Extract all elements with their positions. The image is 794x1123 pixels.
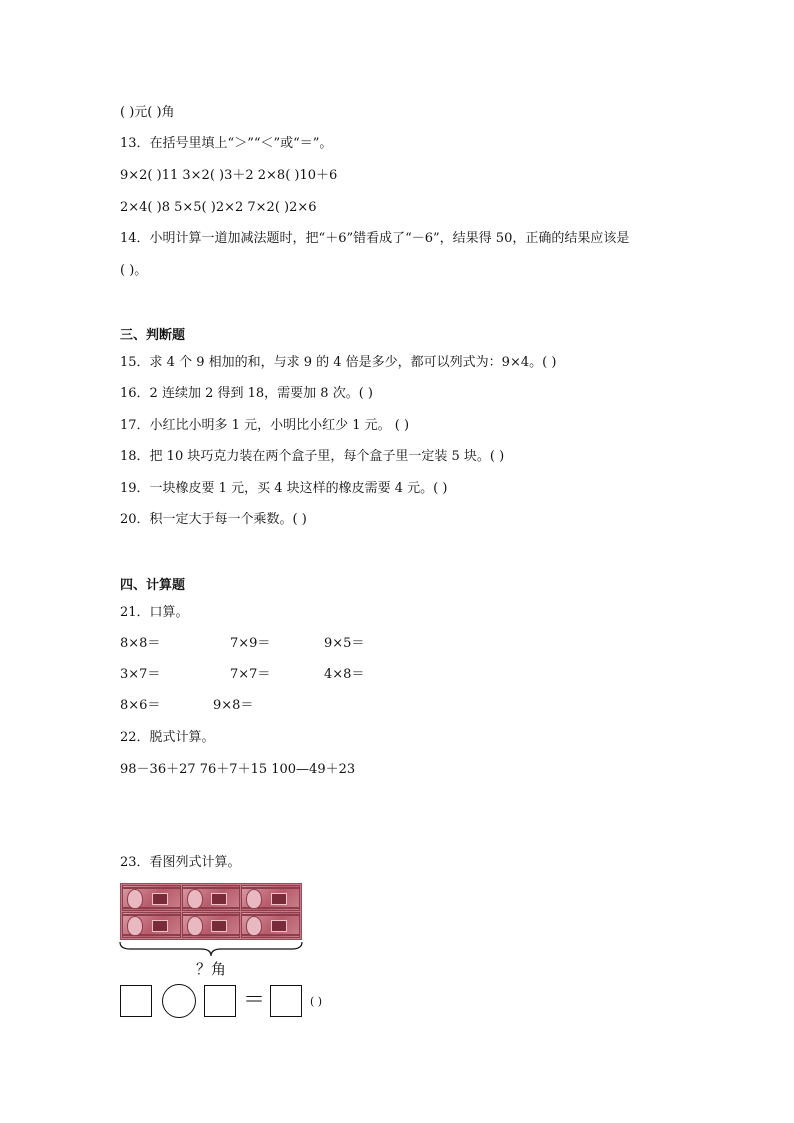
q13-row-1: 9×2( )11 3×2( )3＋2 2×8( )10＋6 xyxy=(120,168,338,183)
total-unknown-label: ？角 xyxy=(196,960,227,978)
q22-expressions: 98－36＋27 76＋7＋15 100—49＋23 xyxy=(120,762,356,777)
operator-circle[interactable] xyxy=(162,984,196,1018)
q19: 19．一块橡皮要 1 元，买 4 块这样的橡皮需要 4 元。( ) xyxy=(120,481,448,496)
equals-sign: ＝ xyxy=(243,988,266,1013)
answer-box[interactable] xyxy=(204,985,236,1017)
q21-prompt: 21．口算。 xyxy=(120,605,189,620)
q14-answer: ( )。 xyxy=(120,263,148,278)
q16: 16．2 连续加 2 得到 18，需要加 8 次。( ) xyxy=(120,386,373,401)
curly-brace xyxy=(118,940,304,958)
q13-prompt: 13．在括号里填上“＞”“＜”或“＝”。 xyxy=(120,136,333,151)
banknotes-image xyxy=(120,883,302,940)
oral-item: 9×8＝ xyxy=(213,698,254,713)
q15: 15．求 4 个 9 相加的和，与求 9 的 4 倍是多少，都可以列式为：9×4。( ) xyxy=(120,355,557,370)
q14-prompt: 14．小明计算一道加减法题时，把“＋6”错看成了“－6”，结果得 50，正确的结果应该是 xyxy=(120,231,630,246)
q22-prompt: 22．脱式计算。 xyxy=(120,730,215,745)
oral-item: 8×8＝ xyxy=(120,636,161,651)
q17: 17．小红比小明多 1 元，小明比小红少 1 元。 ( ) xyxy=(120,418,410,433)
unit-paren: ( ) xyxy=(310,995,323,1008)
banknote xyxy=(182,912,241,938)
oral-item: 3×7＝ xyxy=(120,667,161,682)
banknote xyxy=(241,885,300,911)
banknote xyxy=(182,885,241,911)
oral-item: 9×5＝ xyxy=(324,636,365,651)
oral-item: 7×9＝ xyxy=(230,636,271,651)
oral-item: 7×7＝ xyxy=(230,667,271,682)
answer-box[interactable] xyxy=(270,985,302,1017)
oral-item: 8×6＝ xyxy=(120,698,161,713)
banknote xyxy=(122,912,181,938)
q18: 18．把 10 块巧克力装在两个盒子里，每个盒子里一定装 5 块。( ) xyxy=(120,449,505,464)
q20: 20．积一定大于每一个乘数。( ) xyxy=(120,512,307,527)
banknote xyxy=(122,885,181,911)
section-4-heading: 四、计算题 xyxy=(120,578,186,593)
answer-box[interactable] xyxy=(120,985,152,1017)
banknote xyxy=(241,912,300,938)
q23-prompt: 23．看图列式计算。 xyxy=(120,855,241,870)
section-3-heading: 三、判断题 xyxy=(120,328,186,343)
oral-item: 4×8＝ xyxy=(324,667,365,682)
q12-answer-line: ( )元( )角 xyxy=(120,105,175,120)
q13-row-2: 2×4( )8 5×5( )2×2 7×2( )2×6 xyxy=(120,200,317,215)
